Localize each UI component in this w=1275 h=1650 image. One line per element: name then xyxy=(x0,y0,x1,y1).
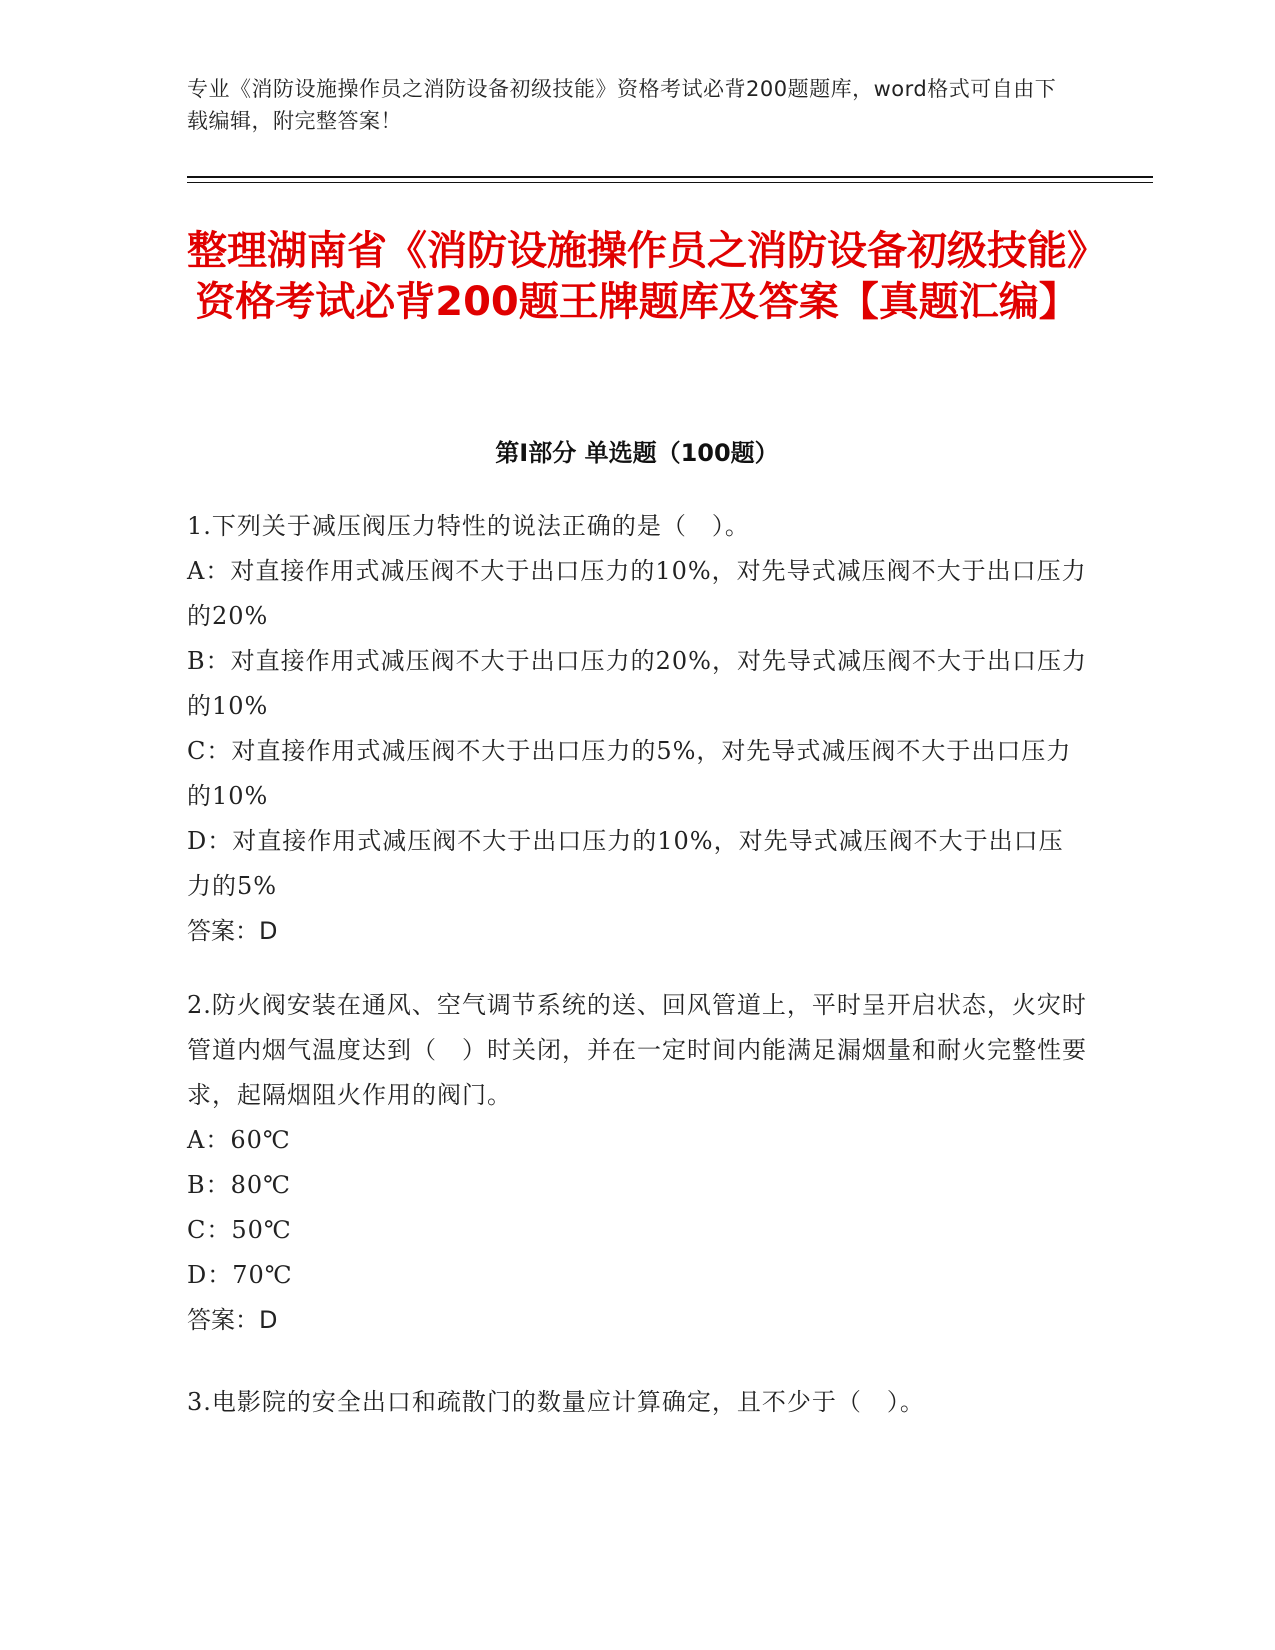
question-1-answer-value: D xyxy=(259,917,278,945)
question-1-option-c: C：对直接作用式减压阀不大于出口压力的5%，对先导式减压阀不大于出口压力的10% xyxy=(187,737,1072,810)
question-2 xyxy=(187,983,1087,1343)
question-1-answer xyxy=(187,909,1087,954)
question-1-option-b: B：对直接作用式减压阀不大于出口压力的20%，对先导式减压阀不大于出口压力的10% xyxy=(187,647,1087,720)
question-2-option-b: B：80℃ xyxy=(187,1171,292,1199)
document-title: 整理湖南省《消防设施操作员之消防设备初级技能》资格考试必背200题王牌题库及答案【真题汇编】 xyxy=(187,228,1087,325)
question-2-answer xyxy=(187,1298,1087,1343)
question-3-text: 3.电影院的安全出口和疏散门的数量应计算确定，且不少于（ ）。 xyxy=(187,1388,925,1416)
question-2-option-d: D：70℃ xyxy=(187,1261,293,1289)
question-1-text: 1.下列关于减压阀压力特性的说法正确的是（ ）。 xyxy=(187,512,750,540)
header-rule-thin xyxy=(187,182,1153,183)
header-rule-thick xyxy=(187,176,1153,178)
question-3 xyxy=(187,1380,1087,1425)
question-2-answer-value: D xyxy=(259,1306,278,1334)
question-2-answer-label: 答案： xyxy=(187,1306,259,1334)
question-1 xyxy=(187,504,1087,954)
question-2-text: 2.防火阀安装在通风、空气调节系统的送、回风管道上，平时呈开启状态，火灾时管道内烟气温度达到（ ）时关闭，并在一定时间内能满足漏烟量和耐火完整性要求，起隔烟阻火作用的阀门。 xyxy=(187,991,1087,1109)
question-1-option-d: D：对直接作用式减压阀不大于出口压力的10%，对先导式减压阀不大于出口压力的5% xyxy=(187,827,1064,900)
header-note: 专业《消防设施操作员之消防设备初级技能》资格考试必背200题题库，word格式可自由下载编辑，附完整答案！ xyxy=(187,77,1057,133)
question-1-option-a: A：对直接作用式减压阀不大于出口压力的10%，对先导式减压阀不大于出口压力的20% xyxy=(187,557,1087,630)
section-title: 第Ⅰ部分 单选题（100题） xyxy=(495,439,779,467)
question-2-option-c: C：50℃ xyxy=(187,1216,292,1244)
question-1-answer-label: 答案： xyxy=(187,917,259,945)
question-2-option-a: A：60℃ xyxy=(187,1126,291,1154)
